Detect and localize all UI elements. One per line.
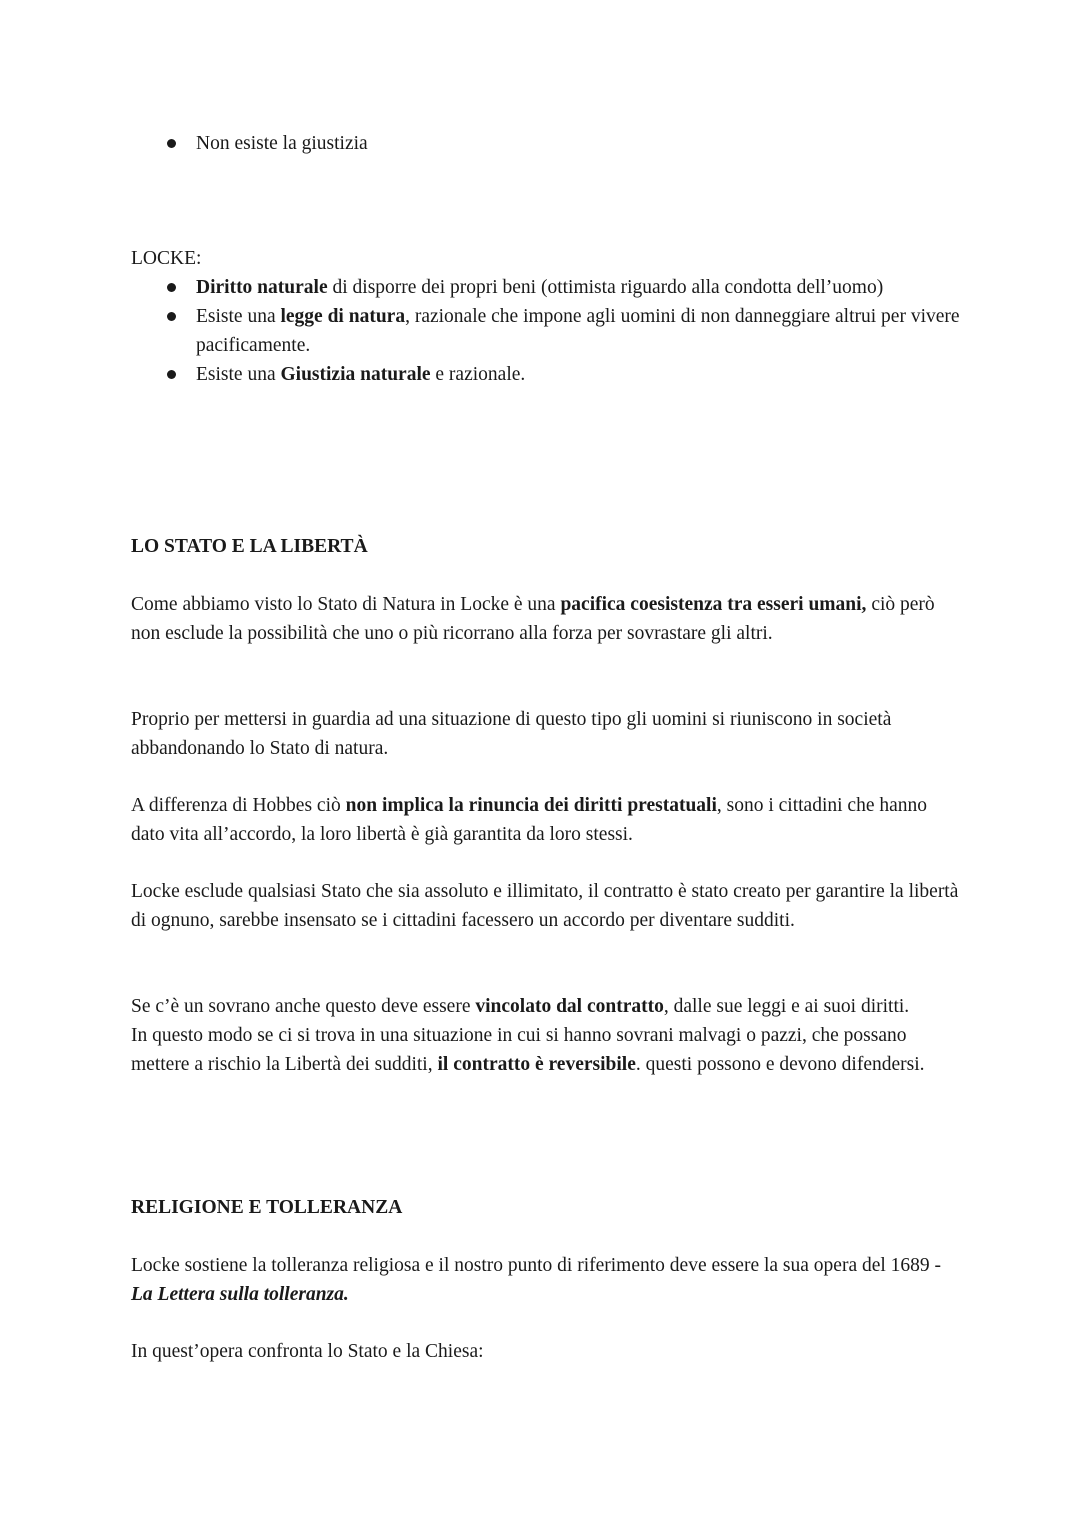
bold-term: Diritto naturale [196,277,328,298]
list-item [131,273,961,302]
book-title: La Lettera sulla tolleranza. [131,1284,349,1305]
paragraph-text: . questi possono e devono difendersi. [635,1054,925,1075]
paragraph [131,791,961,849]
paragraph [131,877,961,935]
paragraph-text: Locke esclude qualsiasi Stato che sia assoluto e illimitato, il contratto è stato creato per garantire la libertà di ognuno, sarebbe insensato se i cittadini facessero un accordo per diventare sudditi. [131,881,959,931]
list-item [131,360,961,389]
paragraph-text: Come abbiamo visto lo Stato di Natura in Locke è una [131,594,561,615]
bullet-text: Non esiste la giustizia [196,133,368,154]
top-bullet-list [131,129,961,158]
paragraph [131,1337,961,1366]
list-item [131,129,961,158]
bold-term: Giustizia naturale [280,364,431,385]
section-heading: RELIGIONE E TOLLERANZA [131,1197,403,1218]
bullet-dot-icon [167,312,176,321]
paragraph-text: Se c’è un sovrano anche questo deve essere [131,996,476,1017]
paragraph-text: Locke sostiene la tolleranza religiosa e il nostro punto di riferimento deve essere la sua opera del 1689 - [131,1255,942,1276]
bullet-dot-icon [167,139,176,148]
locke-section [131,244,961,389]
bullet-dot-icon [167,370,176,379]
bold-term: vincolato dal contratto [475,996,664,1017]
bullet-text: Esiste una [196,364,281,385]
section-heading: LO STATO E LA LIBERTÀ [131,536,368,557]
paragraph-text: , sono i cittadini che hanno dato vita all’accordo, la loro libertà è già garantita da loro stessi. [131,795,928,845]
bold-term: pacifica coesistenza tra esseri umani, [560,594,867,615]
section-stato [131,532,961,561]
paragraph-text: ciò però non esclude la possibilità che uno o più ricorrano alla forza per sovrastare gli altri. [131,594,935,644]
bold-term: non implica la rinuncia dei diritti prestatuali [345,795,717,816]
paragraph-text: , dalle sue leggi e ai suoi diritti. [663,996,910,1017]
bullet-text: Esiste una [196,306,281,327]
paragraph [131,590,961,648]
bullet-text: di disporre dei propri beni (ottimista riguardo alla condotta dell’uomo) [327,277,884,298]
paragraph [131,705,961,763]
bullet-text: , razionale che impone agli uomini di non danneggiare altrui per vivere pacificamente. [196,306,960,356]
bold-term: legge di natura [280,306,406,327]
paragraph [131,992,961,1079]
paragraph-text: A differenza di Hobbes ciò [131,795,346,816]
paragraph [131,1251,961,1309]
bullet-dot-icon [167,283,176,292]
locke-label: LOCKE: [131,248,202,269]
paragraph-text: In quest’opera confronta lo Stato e la Chiesa: [131,1341,484,1362]
section-religione [131,1193,961,1222]
bold-term: il contratto è reversibile [437,1054,636,1075]
paragraph-text: In questo modo se ci si trova in una situazione in cui si hanno sovrani malvagi o pazzi, che possano mettere a rischio la Libertà dei sudditi, [131,1025,907,1075]
list-item [131,302,961,360]
bullet-text: e razionale. [430,364,526,385]
paragraph-text: Proprio per mettersi in guardia ad una situazione di questo tipo gli uomini si riuniscono in società abbandonando lo Stato di natura. [131,709,892,759]
